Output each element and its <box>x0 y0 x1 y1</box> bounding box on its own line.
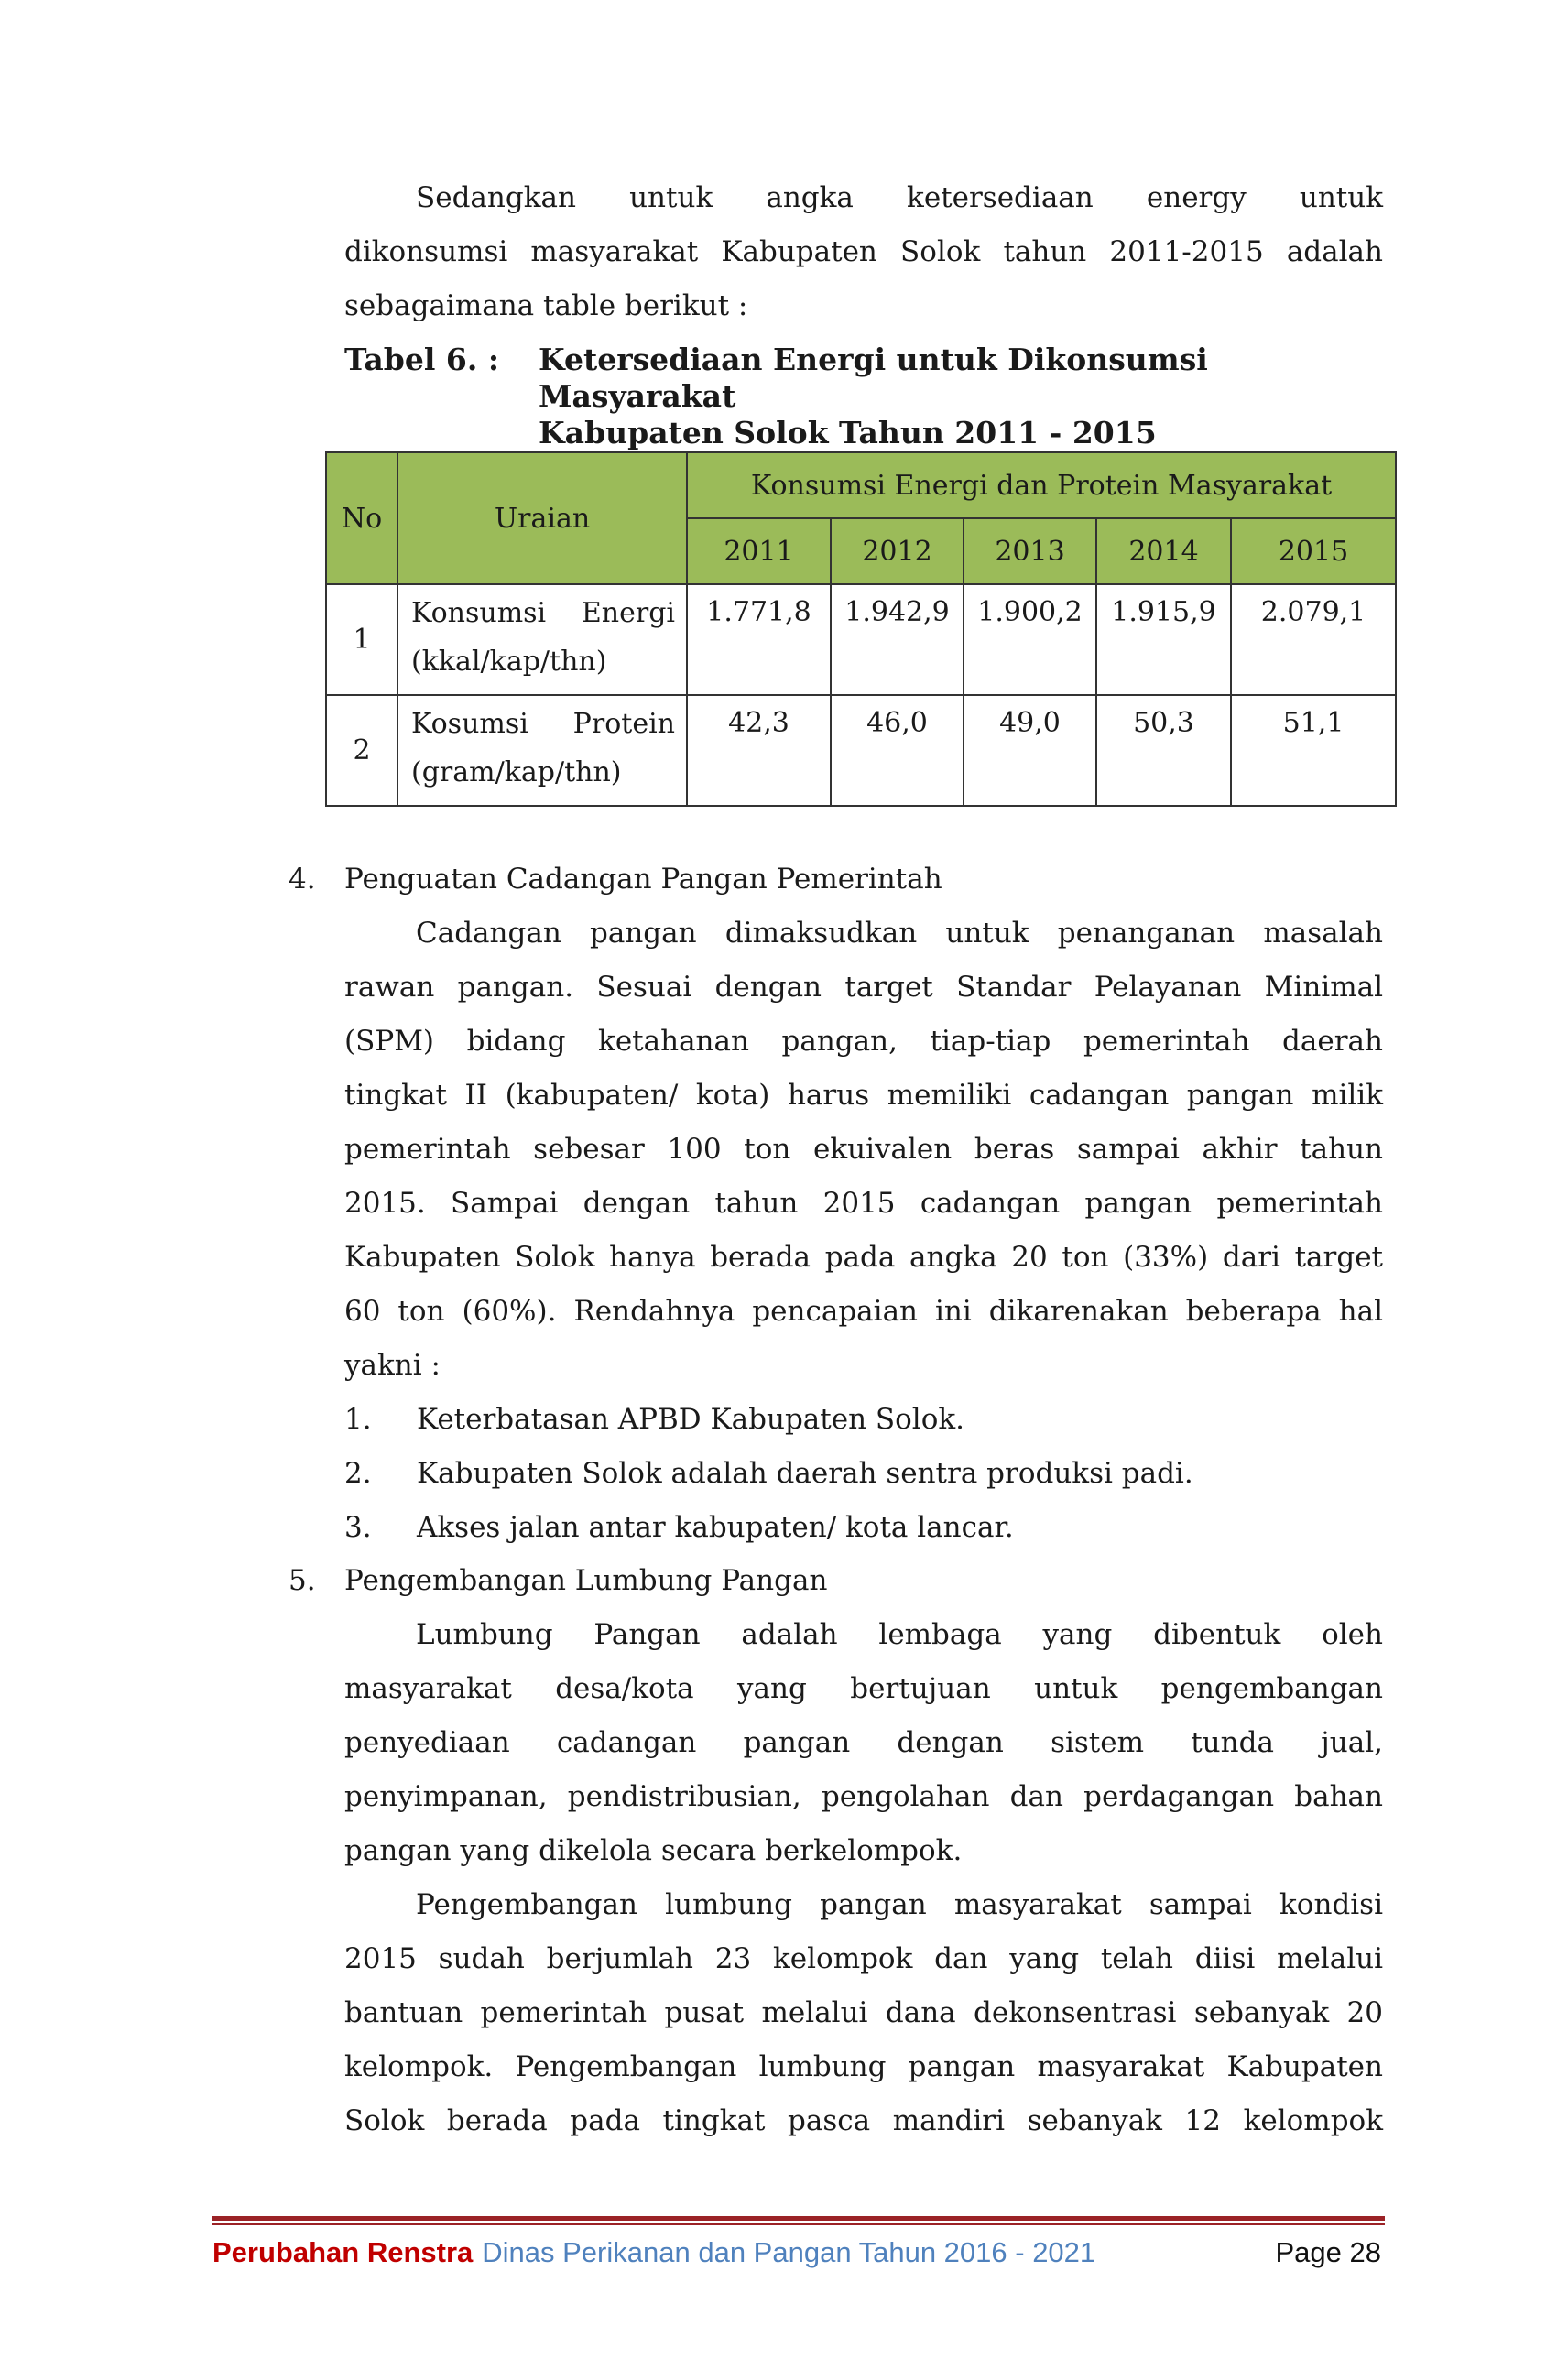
footer-subtitle: Dinas Perikanan dan Pangan Tahun 2016 - 2021 <box>482 2236 1096 2268</box>
header-year: 2013 <box>964 518 1096 584</box>
section-title: Pengembangan Lumbung Pangan <box>344 1564 828 1597</box>
table-caption-title <box>539 342 1383 451</box>
section-heading <box>289 1554 1383 1608</box>
row-label-line: Konsumsi Energi <box>411 597 675 629</box>
list-number: 2. <box>344 1457 372 1490</box>
page-number: Page 28 <box>1275 2236 1381 2268</box>
section-4 <box>289 853 1383 1555</box>
table-cell: 1.900,2 <box>964 584 1096 695</box>
list-text: Keterbatasan APBD Kabupaten Solok. <box>417 1403 965 1436</box>
header-year: 2012 <box>831 518 964 584</box>
section-paragraph <box>344 1878 1383 2148</box>
table-caption-label: Tabel 6. : <box>344 342 499 377</box>
intro-line: sebagaimana table berikut : <box>344 289 748 322</box>
row-number: 1 <box>326 584 397 695</box>
paragraph-line: Pengembangan lumbung pangan masyarakat sampai kondisi <box>416 1888 1383 1921</box>
footer-brand: Perubahan Renstra <box>212 2236 474 2268</box>
paragraph-line: 2015. Sampai dengan tahun 2015 cadangan pangan pemerintah <box>344 1187 1383 1220</box>
table-caption-title-line: Ketersediaan Energi untuk Dikonsumsi Masyarakat <box>539 342 1208 414</box>
table-cell: 49,0 <box>964 695 1096 806</box>
footer-rule <box>212 2216 1385 2221</box>
intro-paragraph <box>344 171 1383 333</box>
section-paragraph <box>344 1608 1383 1878</box>
list-item <box>344 1501 1383 1555</box>
header-group: Konsumsi Energi dan Protein Masyarakat <box>687 452 1396 518</box>
table-cell: 1.942,9 <box>831 584 964 695</box>
paragraph-line: Kabupaten Solok hanya berada pada angka 20 ton (33%) dari target <box>344 1241 1383 1274</box>
section-paragraph <box>344 907 1383 1393</box>
paragraph-line: yakni : <box>344 1349 441 1382</box>
paragraph-line: bantuan pemerintah pusat melalui dana dekonsentrasi sebanyak 20 <box>344 1996 1383 2029</box>
table-cell: 2.079,1 <box>1231 584 1396 695</box>
paragraph-line: pangan yang dikelola secara berkelompok. <box>344 1834 963 1867</box>
paragraph-line: 2015 sudah berjumlah 23 kelompok dan yang telah diisi melalui <box>344 1942 1383 1975</box>
footer-text <box>212 2231 1385 2275</box>
row-number: 2 <box>326 695 397 806</box>
table-caption-title-line: Kabupaten Solok Tahun 2011 - 2015 <box>539 415 1157 451</box>
paragraph-line: penyimpanan, pendistribusian, pengolahan dan perdagangan bahan <box>344 1780 1383 1813</box>
paragraph-line: rawan pangan. Sesuai dengan target Standar Pelayanan Minimal <box>344 971 1383 1004</box>
paragraph-line: 60 ton (60%). Rendahnya pencapaian ini dikarenakan beberapa hal <box>344 1295 1383 1328</box>
paragraph-line: Cadangan pangan dimaksudkan untuk penanganan masalah <box>416 917 1383 950</box>
table-cell: 46,0 <box>831 695 964 806</box>
header-year: 2015 <box>1231 518 1396 584</box>
intro-line: Sedangkan untuk angka ketersediaan energy untuk <box>416 181 1383 214</box>
paragraph-line: pemerintah sebesar 100 ton ekuivalen beras sampai akhir tahun <box>344 1133 1383 1166</box>
paragraph-line: masyarakat desa/kota yang bertujuan untuk pengembangan <box>344 1672 1383 1705</box>
list-item <box>344 1447 1383 1501</box>
table-cell: 51,1 <box>1231 695 1396 806</box>
table-cell: 50,3 <box>1096 695 1231 806</box>
section-number: 5. <box>289 1564 316 1597</box>
list-text: Kabupaten Solok adalah daerah sentra produksi padi. <box>417 1457 1193 1490</box>
header-year: 2011 <box>687 518 831 584</box>
section-number: 4. <box>289 863 316 896</box>
header-uraian: Uraian <box>397 452 687 584</box>
header-no: No <box>326 452 397 584</box>
row-label-unit: (gram/kap/thn) <box>411 756 622 788</box>
list-text: Akses jalan antar kabupaten/ kota lancar. <box>417 1511 1014 1544</box>
row-label-unit: (kkal/kap/thn) <box>411 646 607 678</box>
table-cell: 42,3 <box>687 695 831 806</box>
section-title: Penguatan Cadangan Pangan Pemerintah <box>344 863 942 896</box>
paragraph-line: Solok berada pada tingkat pasca mandiri sebanyak 12 kelompok <box>344 2104 1383 2137</box>
paragraph-line: kelompok. Pengembangan lumbung pangan masyarakat Kabupaten <box>344 2050 1383 2083</box>
header-year: 2014 <box>1096 518 1231 584</box>
page-footer <box>212 2216 1385 2275</box>
paragraph-line: tingkat II (kabupaten/ kota) harus memiliki cadangan pangan milik <box>344 1079 1383 1112</box>
list-number: 1. <box>344 1403 372 1436</box>
paragraph-line: Lumbung Pangan adalah lembaga yang dibentuk oleh <box>416 1618 1383 1651</box>
table-cell: 1.915,9 <box>1096 584 1231 695</box>
table-header-row <box>326 452 1396 518</box>
energy-protein-table <box>325 451 1397 807</box>
list-number: 3. <box>344 1511 372 1544</box>
table-cell: 1.771,8 <box>687 584 831 695</box>
paragraph-line: penyediaan cadangan pangan dengan sistem tunda jual, <box>344 1726 1383 1759</box>
table-row <box>326 584 1396 695</box>
row-label <box>397 695 687 806</box>
row-label <box>397 584 687 695</box>
list-item <box>344 1393 1383 1447</box>
table-row <box>326 695 1396 806</box>
row-label-line: Kosumsi Protein <box>411 708 675 740</box>
section-5 <box>289 1554 1383 2148</box>
paragraph-line: (SPM) bidang ketahanan pangan, tiap-tiap pemerintah daerah <box>344 1025 1383 1058</box>
intro-line: dikonsumsi masyarakat Kabupaten Solok tahun 2011-2015 adalah <box>344 235 1383 268</box>
section-heading <box>289 853 1383 907</box>
footer-rule-thin <box>212 2223 1385 2225</box>
